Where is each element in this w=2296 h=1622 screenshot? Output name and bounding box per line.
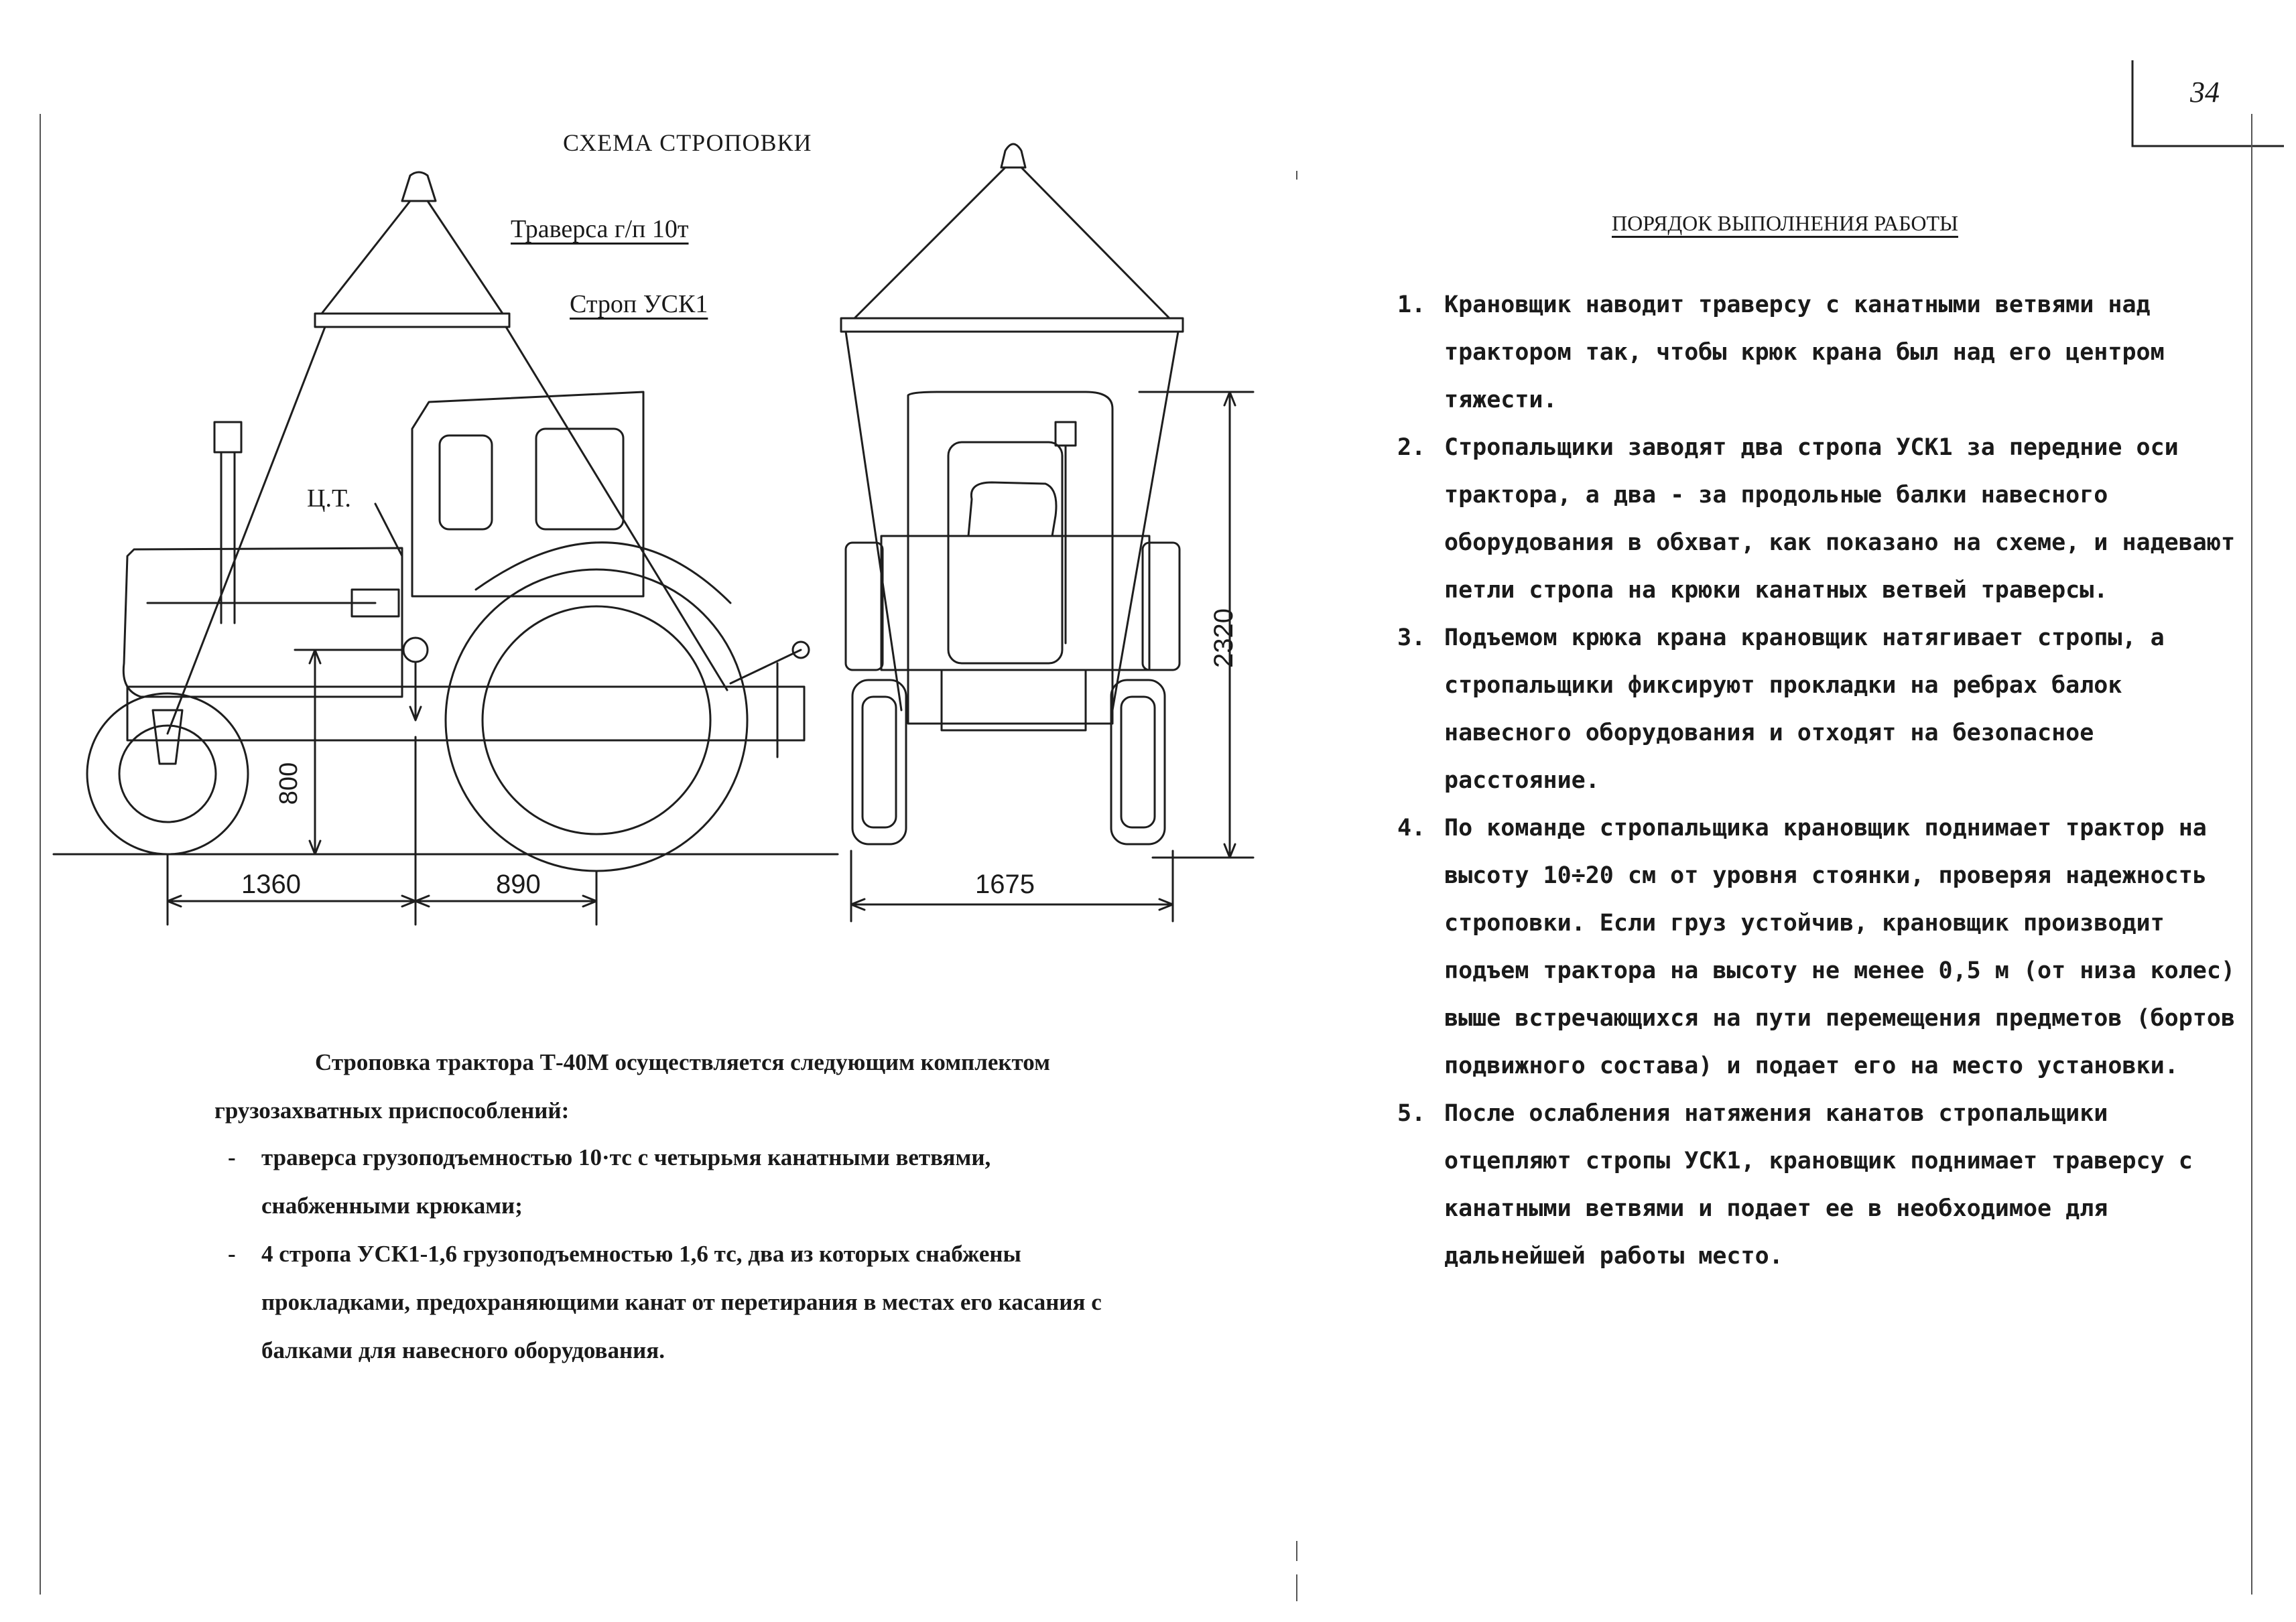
dimension-800: 800: [275, 762, 304, 805]
step-number: 1.: [1397, 291, 1426, 318]
procedure-step: [1397, 281, 2242, 424]
scheme-title: СХЕМА СТРОПОВКИ: [563, 129, 812, 156]
step-number: 2.: [1397, 434, 1426, 461]
sling-label: Строп УСК1: [570, 290, 708, 318]
procedure-step: [1397, 805, 2242, 1090]
step-text: После ослабления натяжения канатов стропальщики отцепляют стропы УСК1, крановщик поднимает траверсу с канатными ветвями и подает ее в необходимое для дальнейшей работы место.: [1444, 1100, 2193, 1270]
procedure-step: [1397, 1090, 2242, 1280]
dimension-2320: 2320: [1208, 608, 1238, 668]
list-item: [228, 1230, 1126, 1375]
step-number: 4.: [1397, 815, 1426, 841]
step-text: Подъемом крюка крана крановщик натягивает стропы, а стропальщики фиксируют прокладки на ребрах балок навесного оборудования и отходят на безопасное расстояние.: [1444, 624, 2165, 794]
intro-text: Строповка трактора Т-40М осуществляется следующим комплектом грузозахватных приспособлений:: [214, 1049, 1050, 1124]
procedure-title: ПОРЯДОК ВЫПОЛНЕНИЯ РАБОТЫ: [1612, 211, 1958, 235]
dimension-890: 890: [496, 870, 541, 899]
step-text: Стропальщики заводят два стропа УСК1 за передние оси трактора, а два - за продольные балки навесного оборудования в обхват, как показано на схеме, и надевают петли стропа на крюки канатных ветвей траверсы.: [1444, 434, 2236, 604]
bullet-text: 4 стропа УСК1-1,6 грузоподъемностью 1,6 тс, два из которых снабжены прокладками, предохраняющими канат от перетирания в местах его касания с балками для навесного оборудования.: [261, 1241, 1102, 1363]
equipment-list: [228, 1134, 1126, 1375]
procedure-step: [1397, 614, 2242, 805]
bullet-mark: -: [228, 1241, 236, 1267]
page-number: 34: [2190, 76, 2220, 109]
dimension-1675: 1675: [975, 870, 1035, 899]
step-number: 3.: [1397, 624, 1426, 651]
step-text: По команде стропальщика крановщик поднимает трактор на высоту 10÷20 см от уровня стоянки, проверяя надежность строповки. Если груз устойчив, крановщик производит подъем трактора на высоту не менее 0,5 м (от низа колес) выше встречающихся на пути перемещения предметов (бортов подвижного состава) и подает его на место установки.: [1444, 815, 2236, 1079]
step-text: Крановщик наводит траверсу с канатными ветвями над трактором так, чтобы крюк крана был над его центром тяжести.: [1444, 291, 2165, 413]
bullet-mark: -: [228, 1144, 236, 1170]
tractor-front-view: [841, 144, 1253, 921]
list-item: [228, 1134, 1126, 1230]
bullet-text: траверса грузоподъемностью 10·тс с четырьмя канатными ветвями, снабженными крюками;: [261, 1144, 991, 1219]
traverse-label: Траверса г/п 10т: [511, 215, 689, 243]
procedure-step: [1397, 424, 2242, 614]
tractor-side-view: [54, 172, 838, 925]
step-number: 5.: [1397, 1100, 1426, 1127]
cg-label: Ц.Т.: [307, 484, 351, 513]
dimension-1360: 1360: [241, 870, 301, 899]
intro-paragraph: [214, 1038, 1126, 1135]
procedure-steps: [1397, 281, 2242, 1280]
